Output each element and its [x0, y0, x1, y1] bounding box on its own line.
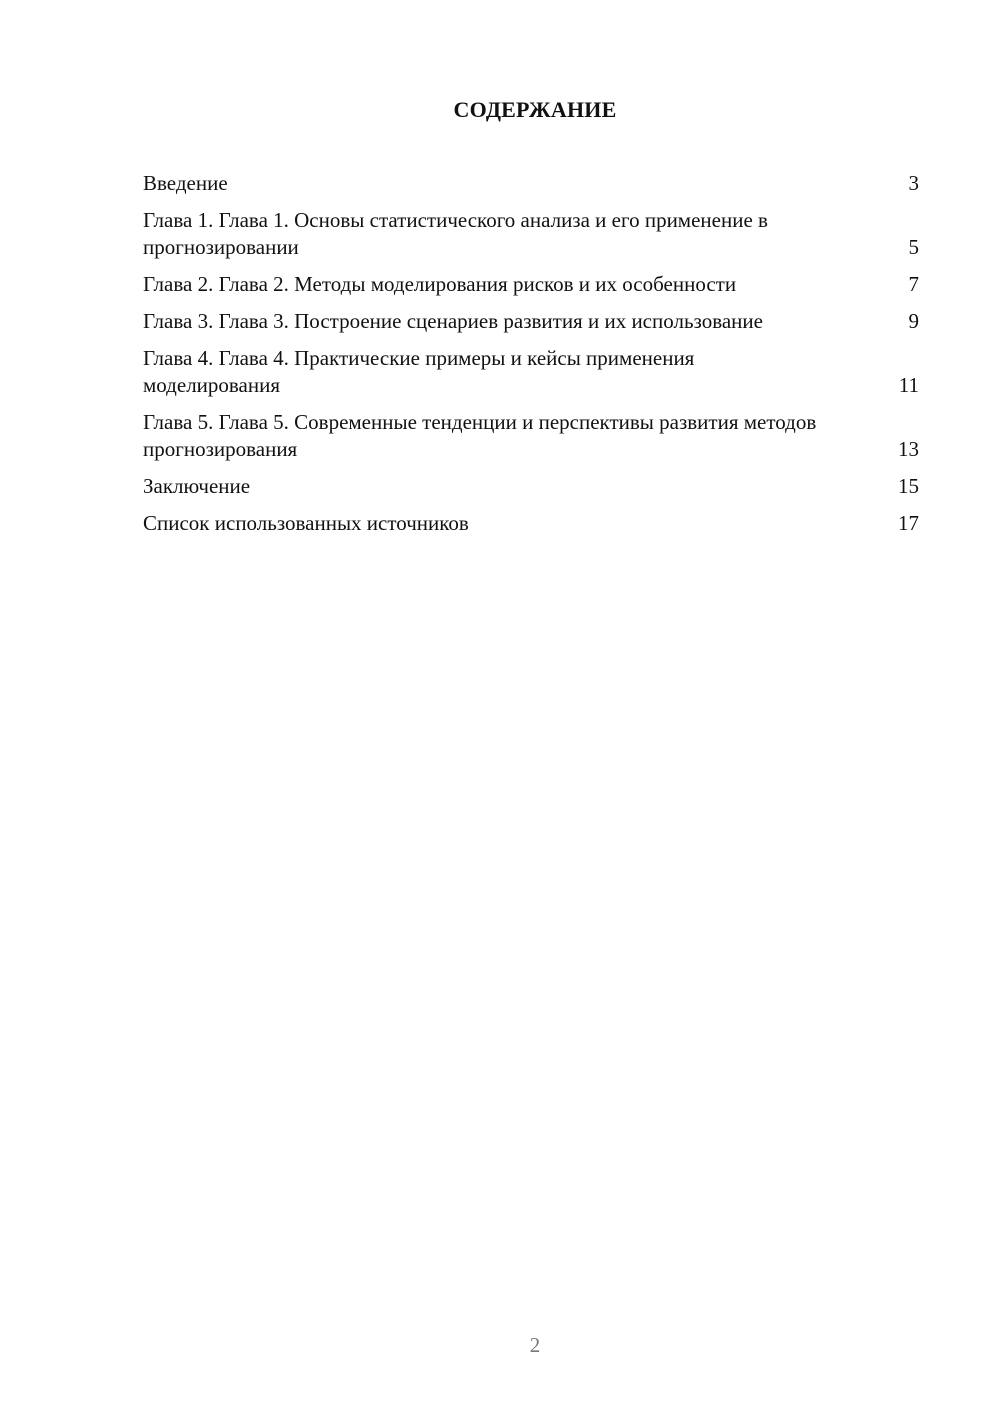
toc-entry-page: 3 — [908, 171, 919, 195]
toc-entry-introduction — [143, 170, 919, 197]
toc-entry-label: Глава 5. Глава 5. Современные тенденции и перспективы развития методов прогнозирования — [143, 410, 817, 461]
toc-entry-chapter-1 — [143, 207, 919, 261]
toc-entry-page: 17 — [898, 511, 919, 535]
page-number: 2 — [529, 1333, 541, 1357]
toc-entry-conclusion — [143, 473, 919, 500]
page-title: СОДЕРЖАНИЕ — [453, 97, 617, 122]
toc-entry-chapter-3 — [143, 308, 919, 335]
toc-entry-page: 15 — [898, 474, 919, 498]
toc-entry-chapter-2 — [143, 271, 919, 298]
toc-entry-page: 7 — [908, 272, 919, 296]
toc-entry-label: Глава 3. Глава 3. Построение сценариев развития и их использование — [143, 309, 763, 333]
toc-entry-chapter-5 — [143, 409, 919, 463]
toc-entry-label: Заключение — [143, 474, 251, 498]
toc-entry-label: Глава 1. Глава 1. Основы статистического анализа и его применение в прогнозировании — [143, 208, 768, 259]
toc-entry-page: 5 — [908, 235, 919, 259]
toc-entry-label: Глава 4. Глава 4. Практические примеры и кейсы применения моделирования — [143, 346, 695, 397]
toc-entry-references — [143, 510, 919, 537]
toc-entry-page: 9 — [908, 309, 919, 333]
table-of-contents — [143, 170, 919, 547]
toc-entry-chapter-4 — [143, 345, 919, 399]
toc-entry-label: Глава 2. Глава 2. Методы моделирования рисков и их особенности — [143, 272, 737, 296]
toc-entry-label: Список использованных источников — [143, 511, 469, 535]
toc-entry-page: 13 — [898, 437, 919, 461]
toc-entry-label: Введение — [143, 171, 228, 195]
toc-entry-page: 11 — [898, 373, 919, 397]
